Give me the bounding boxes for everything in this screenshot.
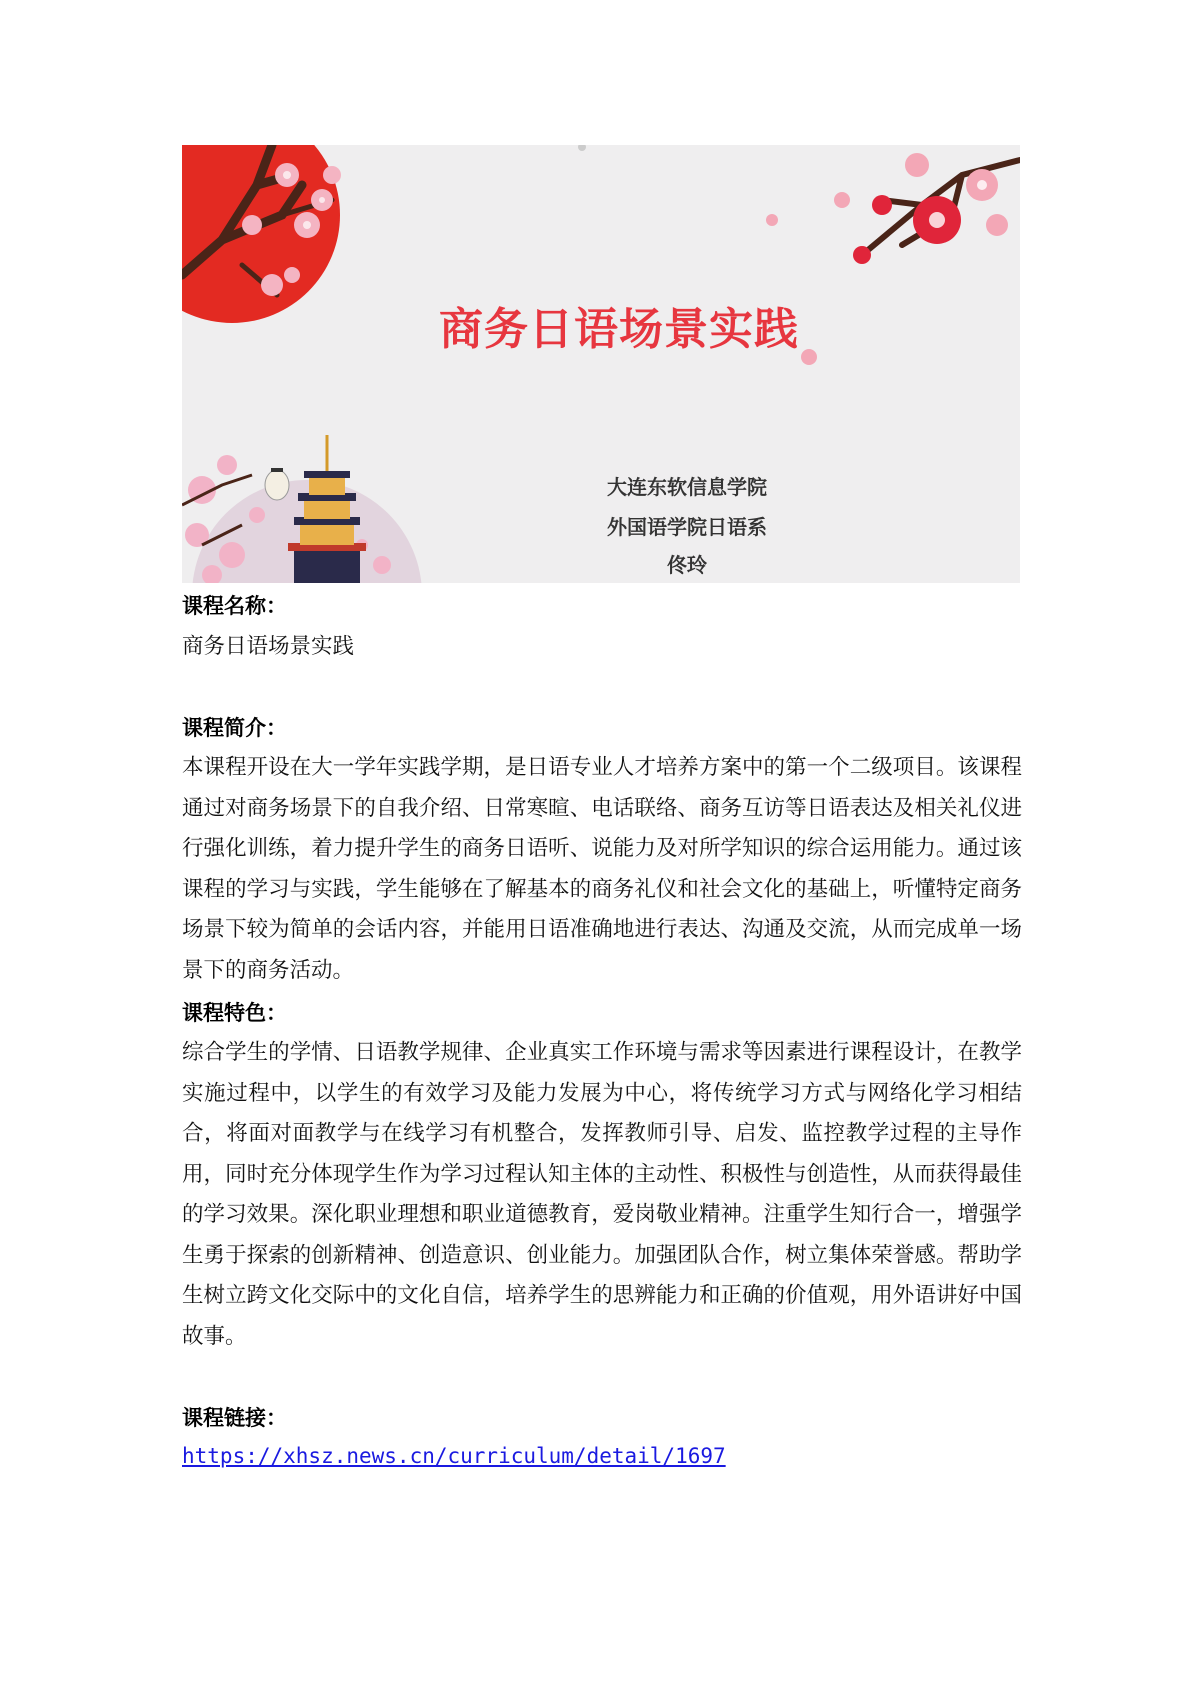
banner-teacher: 佟玲 <box>667 553 707 577</box>
link-heading: 课程链接： <box>182 1406 287 1430</box>
intro-heading: 课程简介： <box>182 716 287 740</box>
features-text: 综合学生的学情、日语教学规律、企业真实工作环境与需求等因素进行课程设计，在教学实施过程中，以学生的有效学习及能力发展为中心，将传统学习方式与网络化学习相结合，将面对面教学与在线学习有机整合，发挥教师引导、启发、监控教学过程的主导作用，同时充分体现学生作为学习过程认知主体的主动性、积极性与创造性，从而获得最佳的学习效果。深化职业理想和职业道德教育，爱岗敬业精神。注重学生知行合一，增强学生勇于探索的创新精神、创造意识、创业能力。加强团队合作，树立集体荣誉感。帮助学生树立跨文化交际中的文化自信，培养学生的思辨能力和正确的价值观，用外语讲好中国故事。 <box>182 1040 1022 1349</box>
link-section <box>182 1402 1022 1432</box>
course-link[interactable]: https://xhsz.news.cn/curriculum/detail/1697 <box>182 1444 726 1468</box>
intro-text: 本课程开设在大一学年实践学期，是日语专业人才培养方案中的第一个二级项目。该课程通过对商务场景下的自我介绍、日常寒暄、电话联络、商务互访等日语表达及相关礼仪进行强化训练，着力提升学生的商务日语听、说能力及对所学知识的综合运用能力。通过该课程的学习与实践，学生能够在了解基本的商务礼仪和社会文化的基础上，听懂特定商务场景下较为简单的会话内容，并能用日语准确地进行表达、沟通及交流，从而完成单一场景下的商务活动。 <box>182 755 1022 983</box>
course-banner-image <box>182 145 1020 583</box>
course-name-value: 商务日语场景实践 <box>182 634 355 659</box>
features-heading: 课程特色： <box>182 1001 287 1025</box>
banner-department: 外国语学院日语系 <box>607 515 767 539</box>
lantern-icon <box>265 468 289 500</box>
intro-section <box>182 712 1022 742</box>
banner-institution: 大连东软信息学院 <box>607 475 767 499</box>
course-name-heading: 课程名称： <box>182 594 287 618</box>
banner-title: 商务日语场景实践 <box>439 304 799 355</box>
features-section <box>182 997 1022 1027</box>
course-name-section <box>182 590 1022 620</box>
link-row <box>182 1444 1022 1468</box>
